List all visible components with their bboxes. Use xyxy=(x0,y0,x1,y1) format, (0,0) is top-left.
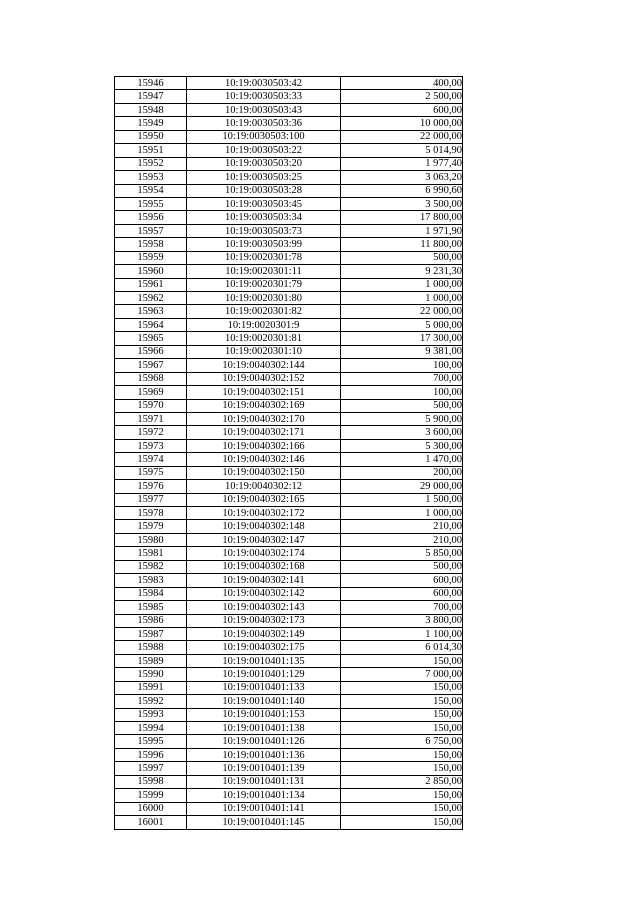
table-row xyxy=(115,681,463,694)
area-value-cell: 2 500,00 xyxy=(341,90,463,103)
area-value-cell: 5 000,00 xyxy=(341,318,463,331)
area-value-cell: 6 750,00 xyxy=(341,735,463,748)
table-row xyxy=(115,641,463,654)
row-number-cell: 16000 xyxy=(115,802,187,815)
table-row xyxy=(115,574,463,587)
row-number-cell: 15987 xyxy=(115,627,187,640)
cadastral-number-cell: 10:19:0040302:147 xyxy=(187,533,341,546)
table-row xyxy=(115,547,463,560)
row-number-cell: 15978 xyxy=(115,507,187,520)
table-row xyxy=(115,305,463,318)
row-number-cell: 16001 xyxy=(115,816,187,829)
area-value-cell: 210,00 xyxy=(341,520,463,533)
row-number-cell: 15985 xyxy=(115,601,187,614)
row-number-cell: 15949 xyxy=(115,117,187,130)
cadastral-number-cell: 10:19:0040302:149 xyxy=(187,627,341,640)
area-value-cell: 150,00 xyxy=(341,681,463,694)
area-value-cell: 3 500,00 xyxy=(341,197,463,210)
table-row xyxy=(115,426,463,439)
area-value-cell: 17 300,00 xyxy=(341,332,463,345)
row-number-cell: 15983 xyxy=(115,574,187,587)
row-number-cell: 15950 xyxy=(115,130,187,143)
row-number-cell: 15955 xyxy=(115,197,187,210)
table-row xyxy=(115,144,463,157)
table-row xyxy=(115,130,463,143)
row-number-cell: 15952 xyxy=(115,157,187,170)
area-value-cell: 6 014,30 xyxy=(341,641,463,654)
cadastral-number-cell: 10:19:0010401:140 xyxy=(187,695,341,708)
cadastral-number-cell: 10:19:0040302:148 xyxy=(187,520,341,533)
table-row xyxy=(115,789,463,802)
cadastral-number-cell: 10:19:0010401:136 xyxy=(187,748,341,761)
row-number-cell: 15947 xyxy=(115,90,187,103)
area-value-cell: 22 000,00 xyxy=(341,130,463,143)
table-row xyxy=(115,318,463,331)
cadastral-number-cell: 10:19:0040302:174 xyxy=(187,547,341,560)
table-row xyxy=(115,668,463,681)
area-value-cell: 500,00 xyxy=(341,251,463,264)
area-value-cell: 150,00 xyxy=(341,695,463,708)
table-row xyxy=(115,103,463,116)
row-number-cell: 15951 xyxy=(115,144,187,157)
cadastral-number-cell: 10:19:0030503:43 xyxy=(187,103,341,116)
area-value-cell: 22 000,00 xyxy=(341,305,463,318)
area-value-cell: 400,00 xyxy=(341,77,463,90)
row-number-cell: 15975 xyxy=(115,466,187,479)
cadastral-number-cell: 10:19:0040302:143 xyxy=(187,601,341,614)
table-row xyxy=(115,345,463,358)
cadastral-number-cell: 10:19:0030503:22 xyxy=(187,144,341,157)
cadastral-number-cell: 10:19:0020301:78 xyxy=(187,251,341,264)
area-value-cell: 700,00 xyxy=(341,372,463,385)
table-row xyxy=(115,654,463,667)
table-row xyxy=(115,560,463,573)
table-row xyxy=(115,453,463,466)
cadastral-number-cell: 10:19:0020301:10 xyxy=(187,345,341,358)
cadastral-number-cell: 10:19:0020301:79 xyxy=(187,278,341,291)
area-value-cell: 3 600,00 xyxy=(341,426,463,439)
row-number-cell: 15965 xyxy=(115,332,187,345)
cadastral-number-cell: 10:19:0010401:135 xyxy=(187,654,341,667)
cadastral-number-cell: 10:19:0040302:169 xyxy=(187,399,341,412)
row-number-cell: 15973 xyxy=(115,439,187,452)
area-value-cell: 150,00 xyxy=(341,708,463,721)
table-row xyxy=(115,278,463,291)
cadastral-number-cell: 10:19:0030503:45 xyxy=(187,197,341,210)
table-row xyxy=(115,238,463,251)
row-number-cell: 15981 xyxy=(115,547,187,560)
area-value-cell: 100,00 xyxy=(341,359,463,372)
table-row xyxy=(115,77,463,90)
row-number-cell: 15960 xyxy=(115,265,187,278)
table-row xyxy=(115,507,463,520)
row-number-cell: 15971 xyxy=(115,412,187,425)
row-number-cell: 15958 xyxy=(115,238,187,251)
table-row xyxy=(115,735,463,748)
cadastral-number-cell: 10:19:0010401:133 xyxy=(187,681,341,694)
table-row xyxy=(115,412,463,425)
table-row xyxy=(115,708,463,721)
area-value-cell: 1 500,00 xyxy=(341,493,463,506)
cadastral-number-cell: 10:19:0040302:168 xyxy=(187,560,341,573)
cadastral-number-cell: 10:19:0030503:33 xyxy=(187,90,341,103)
row-number-cell: 15946 xyxy=(115,77,187,90)
row-number-cell: 15961 xyxy=(115,278,187,291)
table-row xyxy=(115,493,463,506)
cadastral-number-cell: 10:19:0040302:144 xyxy=(187,359,341,372)
table-row xyxy=(115,90,463,103)
table-row xyxy=(115,802,463,815)
row-number-cell: 15959 xyxy=(115,251,187,264)
area-value-cell: 1 000,00 xyxy=(341,507,463,520)
area-value-cell: 1 100,00 xyxy=(341,627,463,640)
cadastral-number-cell: 10:19:0040302:172 xyxy=(187,507,341,520)
row-number-cell: 15974 xyxy=(115,453,187,466)
cadastral-number-cell: 10:19:0040302:173 xyxy=(187,614,341,627)
area-value-cell: 150,00 xyxy=(341,816,463,829)
cadastral-number-cell: 10:19:0040302:165 xyxy=(187,493,341,506)
table-row xyxy=(115,775,463,788)
cadastral-number-cell: 10:19:0010401:139 xyxy=(187,762,341,775)
area-value-cell: 6 990,60 xyxy=(341,184,463,197)
table-row xyxy=(115,601,463,614)
table-row xyxy=(115,211,463,224)
row-number-cell: 15999 xyxy=(115,789,187,802)
row-number-cell: 15992 xyxy=(115,695,187,708)
area-value-cell: 7 000,00 xyxy=(341,668,463,681)
area-value-cell: 150,00 xyxy=(341,802,463,815)
cadastral-number-cell: 10:19:0010401:138 xyxy=(187,722,341,735)
row-number-cell: 15968 xyxy=(115,372,187,385)
area-value-cell: 200,00 xyxy=(341,466,463,479)
table-row xyxy=(115,184,463,197)
area-value-cell: 600,00 xyxy=(341,103,463,116)
table-row xyxy=(115,157,463,170)
cadastral-number-cell: 10:19:0030503:25 xyxy=(187,171,341,184)
table-row xyxy=(115,399,463,412)
area-value-cell: 1 470,00 xyxy=(341,453,463,466)
table-row xyxy=(115,439,463,452)
table-row xyxy=(115,292,463,305)
table-row xyxy=(115,332,463,345)
cadastral-number-cell: 10:19:0040302:12 xyxy=(187,480,341,493)
row-number-cell: 15956 xyxy=(115,211,187,224)
cadastral-number-cell: 10:19:0030503:34 xyxy=(187,211,341,224)
row-number-cell: 15957 xyxy=(115,224,187,237)
area-value-cell: 500,00 xyxy=(341,399,463,412)
table-row xyxy=(115,614,463,627)
parcel-table-body xyxy=(115,77,463,830)
cadastral-number-cell: 10:19:0030503:42 xyxy=(187,77,341,90)
area-value-cell: 700,00 xyxy=(341,601,463,614)
cadastral-number-cell: 10:19:0040302:150 xyxy=(187,466,341,479)
row-number-cell: 15996 xyxy=(115,748,187,761)
area-value-cell: 5 014,90 xyxy=(341,144,463,157)
area-value-cell: 1 000,00 xyxy=(341,292,463,305)
cadastral-number-cell: 10:19:0040302:146 xyxy=(187,453,341,466)
row-number-cell: 15976 xyxy=(115,480,187,493)
table-row xyxy=(115,251,463,264)
area-value-cell: 9 381,00 xyxy=(341,345,463,358)
area-value-cell: 150,00 xyxy=(341,654,463,667)
table-row xyxy=(115,224,463,237)
area-value-cell: 150,00 xyxy=(341,722,463,735)
row-number-cell: 15954 xyxy=(115,184,187,197)
area-value-cell: 11 800,00 xyxy=(341,238,463,251)
cadastral-number-cell: 10:19:0040302:170 xyxy=(187,412,341,425)
table-row xyxy=(115,359,463,372)
cadastral-number-cell: 10:19:0030503:100 xyxy=(187,130,341,143)
cadastral-number-cell: 10:19:0030503:28 xyxy=(187,184,341,197)
area-value-cell: 1 977,40 xyxy=(341,157,463,170)
cadastral-number-cell: 10:19:0040302:141 xyxy=(187,574,341,587)
area-value-cell: 5 850,00 xyxy=(341,547,463,560)
row-number-cell: 15997 xyxy=(115,762,187,775)
table-row xyxy=(115,372,463,385)
row-number-cell: 15969 xyxy=(115,386,187,399)
row-number-cell: 15967 xyxy=(115,359,187,372)
area-value-cell: 5 300,00 xyxy=(341,439,463,452)
row-number-cell: 15964 xyxy=(115,318,187,331)
row-number-cell: 15963 xyxy=(115,305,187,318)
row-number-cell: 15995 xyxy=(115,735,187,748)
table-row xyxy=(115,197,463,210)
table-row xyxy=(115,627,463,640)
table-row xyxy=(115,117,463,130)
row-number-cell: 15994 xyxy=(115,722,187,735)
row-number-cell: 15966 xyxy=(115,345,187,358)
area-value-cell: 500,00 xyxy=(341,560,463,573)
row-number-cell: 15988 xyxy=(115,641,187,654)
cadastral-number-cell: 10:19:0020301:80 xyxy=(187,292,341,305)
row-number-cell: 15980 xyxy=(115,533,187,546)
area-value-cell: 9 231,30 xyxy=(341,265,463,278)
area-value-cell: 3 063,20 xyxy=(341,171,463,184)
cadastral-number-cell: 10:19:0010401:153 xyxy=(187,708,341,721)
cadastral-number-cell: 10:19:0040302:151 xyxy=(187,386,341,399)
cadastral-number-cell: 10:19:0020301:9 xyxy=(187,318,341,331)
table-row xyxy=(115,722,463,735)
table-row xyxy=(115,695,463,708)
area-value-cell: 17 800,00 xyxy=(341,211,463,224)
row-number-cell: 15962 xyxy=(115,292,187,305)
cadastral-number-cell: 10:19:0030503:73 xyxy=(187,224,341,237)
cadastral-number-cell: 10:19:0030503:99 xyxy=(187,238,341,251)
area-value-cell: 5 900,00 xyxy=(341,412,463,425)
row-number-cell: 15990 xyxy=(115,668,187,681)
table-row xyxy=(115,171,463,184)
row-number-cell: 15984 xyxy=(115,587,187,600)
row-number-cell: 15998 xyxy=(115,775,187,788)
table-row xyxy=(115,466,463,479)
row-number-cell: 15982 xyxy=(115,560,187,573)
area-value-cell: 600,00 xyxy=(341,574,463,587)
cadastral-number-cell: 10:19:0040302:152 xyxy=(187,372,341,385)
area-value-cell: 10 000,00 xyxy=(341,117,463,130)
area-value-cell: 210,00 xyxy=(341,533,463,546)
cadastral-number-cell: 10:19:0040302:175 xyxy=(187,641,341,654)
cadastral-number-cell: 10:19:0040302:171 xyxy=(187,426,341,439)
area-value-cell: 100,00 xyxy=(341,386,463,399)
row-number-cell: 15953 xyxy=(115,171,187,184)
area-value-cell: 1 000,00 xyxy=(341,278,463,291)
area-value-cell: 150,00 xyxy=(341,762,463,775)
row-number-cell: 15993 xyxy=(115,708,187,721)
parcel-table xyxy=(114,76,463,830)
table-row xyxy=(115,816,463,829)
area-value-cell: 150,00 xyxy=(341,789,463,802)
cadastral-number-cell: 10:19:0010401:134 xyxy=(187,789,341,802)
table-row xyxy=(115,520,463,533)
table-row xyxy=(115,480,463,493)
cadastral-number-cell: 10:19:0030503:36 xyxy=(187,117,341,130)
row-number-cell: 15970 xyxy=(115,399,187,412)
cadastral-number-cell: 10:19:0010401:145 xyxy=(187,816,341,829)
cadastral-number-cell: 10:19:0020301:81 xyxy=(187,332,341,345)
area-value-cell: 1 971,90 xyxy=(341,224,463,237)
area-value-cell: 29 000,00 xyxy=(341,480,463,493)
table-row xyxy=(115,265,463,278)
cadastral-number-cell: 10:19:0010401:129 xyxy=(187,668,341,681)
cadastral-number-cell: 10:19:0020301:11 xyxy=(187,265,341,278)
table-row xyxy=(115,386,463,399)
row-number-cell: 15979 xyxy=(115,520,187,533)
row-number-cell: 15977 xyxy=(115,493,187,506)
cadastral-number-cell: 10:19:0010401:141 xyxy=(187,802,341,815)
table-row xyxy=(115,748,463,761)
cadastral-number-cell: 10:19:0010401:126 xyxy=(187,735,341,748)
row-number-cell: 15989 xyxy=(115,654,187,667)
cadastral-number-cell: 10:19:0020301:82 xyxy=(187,305,341,318)
table-row xyxy=(115,533,463,546)
table-row xyxy=(115,587,463,600)
cadastral-number-cell: 10:19:0030503:20 xyxy=(187,157,341,170)
row-number-cell: 15991 xyxy=(115,681,187,694)
row-number-cell: 15948 xyxy=(115,103,187,116)
cadastral-number-cell: 10:19:0040302:142 xyxy=(187,587,341,600)
row-number-cell: 15986 xyxy=(115,614,187,627)
row-number-cell: 15972 xyxy=(115,426,187,439)
area-value-cell: 3 800,00 xyxy=(341,614,463,627)
area-value-cell: 600,00 xyxy=(341,587,463,600)
area-value-cell: 2 850,00 xyxy=(341,775,463,788)
area-value-cell: 150,00 xyxy=(341,748,463,761)
cadastral-number-cell: 10:19:0040302:166 xyxy=(187,439,341,452)
cadastral-number-cell: 10:19:0010401:131 xyxy=(187,775,341,788)
table-row xyxy=(115,762,463,775)
